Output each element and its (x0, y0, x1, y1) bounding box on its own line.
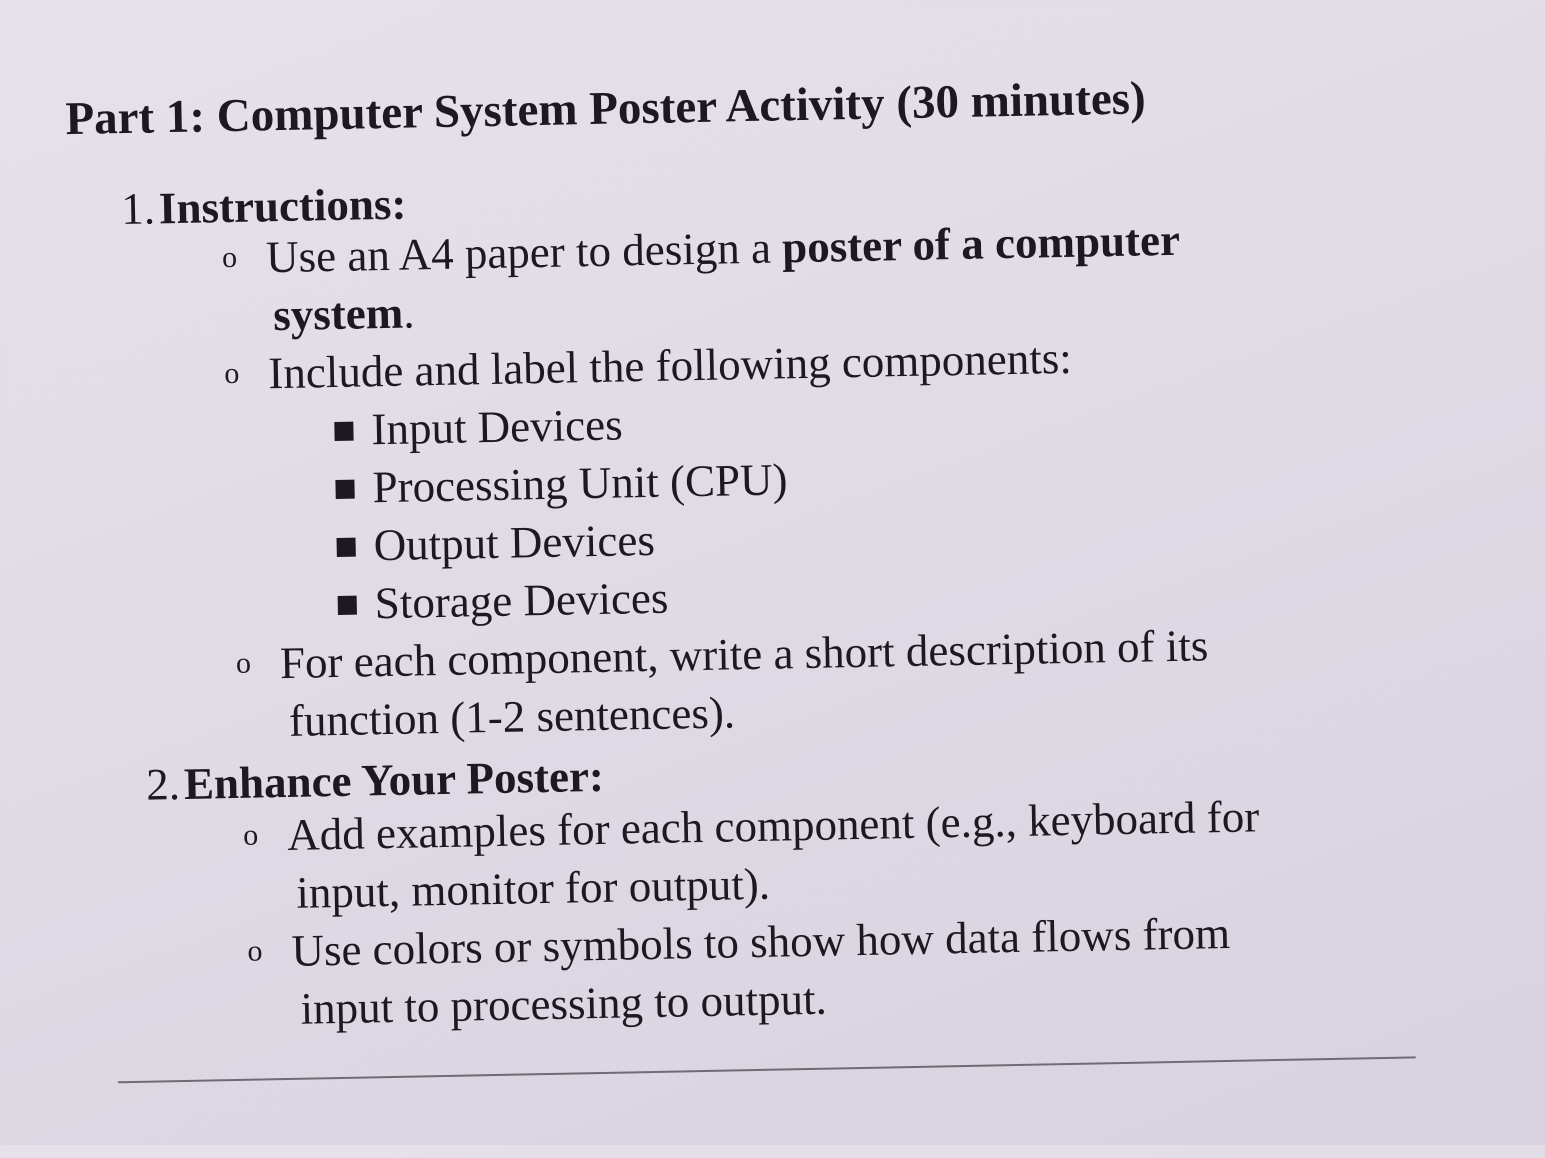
filled-square-bullet-icon (337, 538, 356, 557)
bullet-bold-text: system (272, 287, 404, 341)
hollow-circle-bullet-icon: o (247, 934, 263, 968)
list-item (242, 787, 1261, 922)
list-item (371, 395, 623, 458)
list-item (221, 211, 1182, 345)
filled-square-bullet-icon (338, 596, 357, 615)
list-item (247, 904, 1232, 1038)
component-label: Input Devices (370, 399, 624, 455)
hollow-circle-bullet-icon: o (235, 646, 252, 680)
bullet-text: For each component, write a short description of its (279, 620, 1209, 689)
bullet-text: . (402, 287, 415, 338)
horizontal-divider (118, 1056, 1416, 1083)
bullet-text: Add examples for each component (e.g., keyboard for (286, 791, 1260, 860)
section-number: 1. (120, 183, 156, 235)
hollow-circle-bullet-icon: o (242, 818, 259, 852)
bullet-text: Use an A4 paper to design a (265, 222, 783, 283)
bullet-bold-text: poster of a computer (781, 214, 1181, 273)
list-item (374, 569, 669, 633)
section-title: Instructions: (158, 178, 407, 234)
component-label: Processing Unit (CPU) (372, 454, 788, 513)
component-label: Output Devices (373, 514, 656, 571)
list-item (373, 511, 655, 574)
hollow-circle-bullet-icon: o (221, 240, 238, 275)
list-item (235, 616, 1210, 750)
hollow-circle-bullet-icon: o (224, 356, 240, 391)
bullet-text: Include and label the following components: (267, 332, 1073, 399)
list-item (372, 450, 788, 516)
bullet-text: input to processing to output. (300, 973, 828, 1034)
bullet-text: input, monitor for output). (295, 858, 771, 918)
bullet-text: Use colors or symbols to show how data flows from (290, 907, 1231, 976)
section-title: Enhance Your Poster: (183, 750, 605, 809)
filled-square-bullet-icon (334, 422, 353, 441)
page-heading: Part 1: Computer System Poster Activity (30 minutes) (64, 72, 1147, 146)
section-number: 2. (145, 759, 181, 810)
bullet-text: function (1-2 sentences). (288, 687, 736, 746)
filled-square-bullet-icon (335, 480, 354, 499)
component-label: Storage Devices (374, 572, 669, 629)
